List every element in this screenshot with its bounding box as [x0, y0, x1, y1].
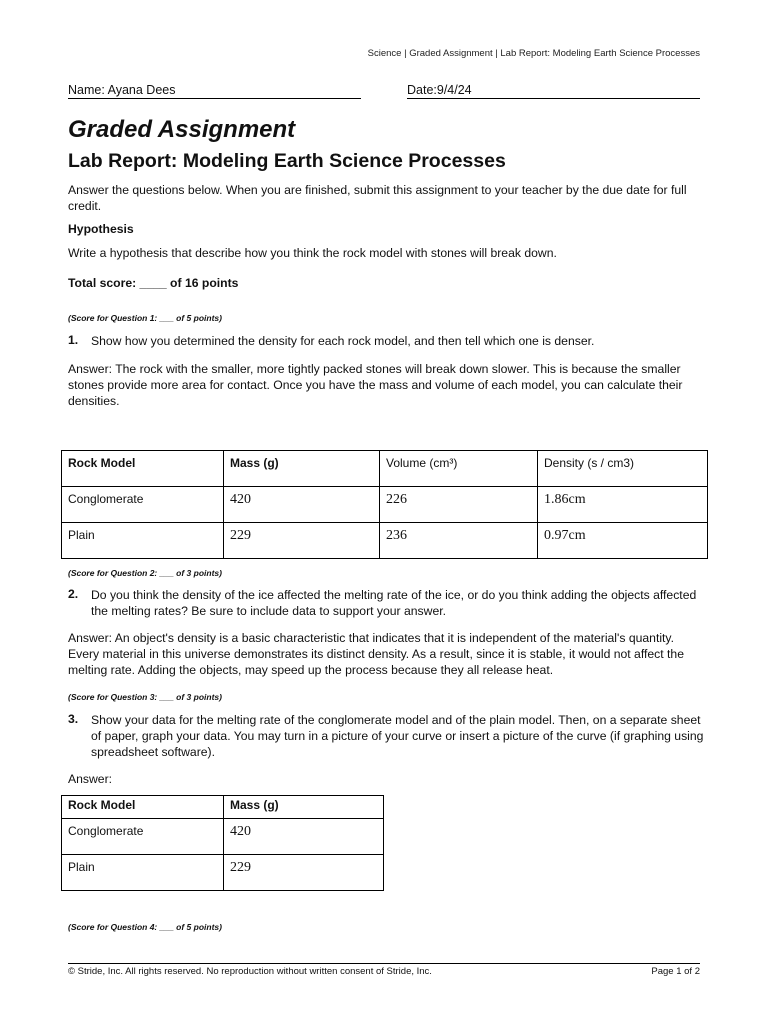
- table-header-cell: Volume (cm³): [380, 451, 538, 487]
- table-row: [62, 855, 384, 891]
- table-header-row: [62, 796, 384, 819]
- instructions-text: Answer the questions below. When you are finished, submit this assignment to your teacher by the due date for full credit.: [68, 183, 687, 213]
- q2-number: 2.: [68, 587, 79, 601]
- footer-copyright: © Stride, Inc. All rights reserved. No reproduction without written consent of Stride, Inc.: [68, 966, 432, 977]
- q2-score-note: (Score for Question 2: ___ of 3 points): [68, 568, 222, 578]
- table-row: [62, 523, 708, 559]
- q2-text: Do you think the density of the ice affected the melting rate of the ice, or do you think adding the objects affected the melting rates? Be sure to include data to support your answer.: [91, 588, 697, 618]
- footer-page-number: Page 1 of 2: [651, 966, 700, 977]
- table-cell[interactable]: 1.86cm: [538, 487, 708, 523]
- table-cell[interactable]: 229: [224, 523, 380, 559]
- table-cell[interactable]: 0.97cm: [538, 523, 708, 559]
- table-header-cell: Rock Model: [62, 796, 224, 819]
- table-cell[interactable]: 420: [224, 487, 380, 523]
- table-row: [62, 487, 708, 523]
- q1-number: 1.: [68, 333, 79, 347]
- table-cell[interactable]: 236: [380, 523, 538, 559]
- table-header-cell: Density (s / cm3): [538, 451, 708, 487]
- date-field[interactable]: Date:9/4/24: [407, 83, 700, 99]
- name-field[interactable]: Name: Ayana Dees: [68, 83, 361, 99]
- q1-score-note: (Score for Question 1: ___ of 5 points): [68, 313, 222, 323]
- table-header-cell: Mass (g): [224, 451, 380, 487]
- table-cell[interactable]: Conglomerate: [62, 487, 224, 523]
- table-cell[interactable]: 229: [224, 855, 384, 891]
- table-cell[interactable]: Plain: [62, 855, 224, 891]
- q2-answer[interactable]: Answer: An object's density is a basic characteristic that indicates that it is independent of the material's quantity. Every material in this universe demonstrates its distinct density. As a result, since it is stable, it would not affect the melting rate. Adding the objects, may speed up the process because they all release heat.: [68, 631, 684, 677]
- table-header-cell: Mass (g): [224, 796, 384, 819]
- table-row: [62, 819, 384, 855]
- q1-answer[interactable]: Answer: The rock with the smaller, more tightly packed stones will break down slower. This is because the smaller stones provide more area for contact. Once you have the mass and volume of each model, you can calculate their densities.: [68, 362, 683, 408]
- hypothesis-prompt: Write a hypothesis that describe how you think the rock model with stones will break down.: [68, 246, 557, 260]
- footer-divider: [68, 963, 700, 964]
- mass-table: [61, 795, 384, 891]
- page-header-breadcrumb: Science | Graded Assignment | Lab Report: Modeling Earth Science Processes: [367, 48, 700, 59]
- q3-answer-label: Answer:: [68, 772, 113, 786]
- q3-text: Show your data for the melting rate of the conglomerate model and of the plain model. Then, on a separate sheet of paper, graph your data. You may turn in a picture of your curve or insert a picture of the curve (if graphing using spreadsheet software).: [91, 713, 704, 759]
- q3-score-note: (Score for Question 3: ___ of 3 points): [68, 692, 222, 702]
- total-score: Total score: ____ of 16 points: [68, 276, 239, 290]
- table-cell[interactable]: Conglomerate: [62, 819, 224, 855]
- page-title: Graded Assignment: [68, 116, 296, 143]
- table-header-cell: Rock Model: [62, 451, 224, 487]
- q1-text: Show how you determined the density for each rock model, and then tell which one is denser.: [91, 334, 595, 348]
- table-cell[interactable]: 226: [380, 487, 538, 523]
- table-cell[interactable]: 420: [224, 819, 384, 855]
- density-table: [61, 450, 708, 559]
- table-cell[interactable]: Plain: [62, 523, 224, 559]
- hypothesis-heading: Hypothesis: [68, 222, 134, 236]
- q4-score-note: (Score for Question 4: ___ of 5 points): [68, 922, 222, 932]
- table-header-row: [62, 451, 708, 487]
- page-subtitle: Lab Report: Modeling Earth Science Processes: [68, 150, 506, 172]
- q3-number: 3.: [68, 712, 79, 726]
